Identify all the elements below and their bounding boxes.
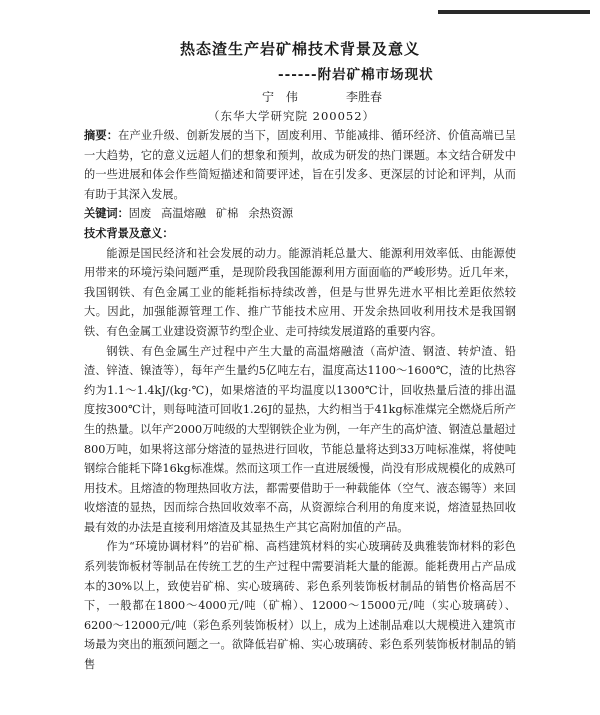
keyword: 固废	[128, 207, 152, 221]
paper-title: 热态渣生产岩矿棉技术背景及意义	[179, 40, 420, 58]
paper-body	[84, 126, 516, 675]
abstract	[84, 126, 516, 204]
keywords	[84, 204, 516, 224]
header-rule	[438, 10, 590, 14]
affiliation: （东华大学研究院 200052）	[208, 109, 376, 123]
keyword: 矿棉	[215, 207, 239, 221]
keywords-label: 关键词：	[84, 207, 129, 221]
body-paragraph: 钢铁、有色金属生产过程中产生大量的高温熔融渣（高炉渣、钢渣、转炉渣、铅渣、锌渣、镍渣等），每年产生量约5亿吨左右，温度高达1100～1600℃，渣的比热容约为1.1～1.4kJ/(kg·℃)，如果熔渣的平均温度以1300℃计，回收热量后渣的排出温度按300℃计，则每吨渣可回收1.26J的显热，大约相当于41kg标准煤完全燃烧后所产生的热量。以年产2000万吨级的大型钢铁企业为例，一年产生的高炉渣、钢渣总量超过800万吨，如果将这部分熔渣的显热进行回收，节能总量将达到33万吨标准煤，将使吨钢综合能耗下降16kg标准煤。然而这项工作一直进展缓慢，尚没有形成规模化的成熟可用技术。且熔渣的物理热回收方法，都需要借助于一种载能体（空气、液态锡等）来回收熔渣的显热，因而综合热回收效率不高，从资源综合利用的角度来说，熔渣显热回收最有效的办法是直接利用熔渣及其显热生产其它高附加值的产品。	[84, 344, 516, 534]
author-1: 宁 伟	[262, 90, 302, 104]
body-paragraph: 作为“环境协调材料”的岩矿棉、高档建筑材料的实心玻璃砖及典雅装饰材料的彩色系列装饰板材等制品在传统工艺的生产过程中需要消耗大量的能源。能耗费用占产品成本的30%以上，致使岩矿棉、实心玻璃砖、彩色系列装饰板材制品的销售价格高居不下，一般都在1800～4000元/吨（矿棉）、12000～15000元/吨（实心玻璃砖）、6200～12000元/吨（彩色系列装饰板材）以上，成为上述制品难以大规模进入建筑市场最为突出的瓶颈问题之一。欲降低岩矿棉、实心玻璃砖、彩色系列装饰板材制品的销售	[84, 540, 516, 672]
keyword: 高温熔融	[161, 207, 206, 221]
body-paragraph: 能源是国民经济和社会发展的动力。能源消耗总量大、能源利用效率低、由能源使用带来的环境污染问题严重，是现阶段我国能源利用方面面临的严峻形势。近几年来，我国钢铁、有色金属工业的能耗指标持续改善，但是与世界先进水平相比差距依然较大。因此，加强能源管理工作、推广节能技术应用、开发余热回收利用技术是我国钢铁、有色金属工业建设资源节约型企业、走可持续发展道路的重要内容。	[84, 246, 516, 338]
abstract-text: 在产业升级、创新发展的当下，固废利用、节能减排、循环经济、价值高端已呈一大趋势，它的意义远超人们的想象和预判，故成为研发的热门课题。本文结合研发中的一些进展和体会作些简短描述和简要评述，旨在引发多、更深层的讨论和评判，从而有助于其深入发展。	[84, 129, 516, 201]
author-2: 李胜春	[346, 90, 383, 104]
section-heading: 技术背景及意义：	[84, 226, 174, 240]
paper-subtitle: ------附岩矿棉市场现状	[278, 67, 434, 83]
abstract-label: 摘要：	[84, 129, 119, 142]
keyword: 余热资源	[248, 207, 294, 221]
